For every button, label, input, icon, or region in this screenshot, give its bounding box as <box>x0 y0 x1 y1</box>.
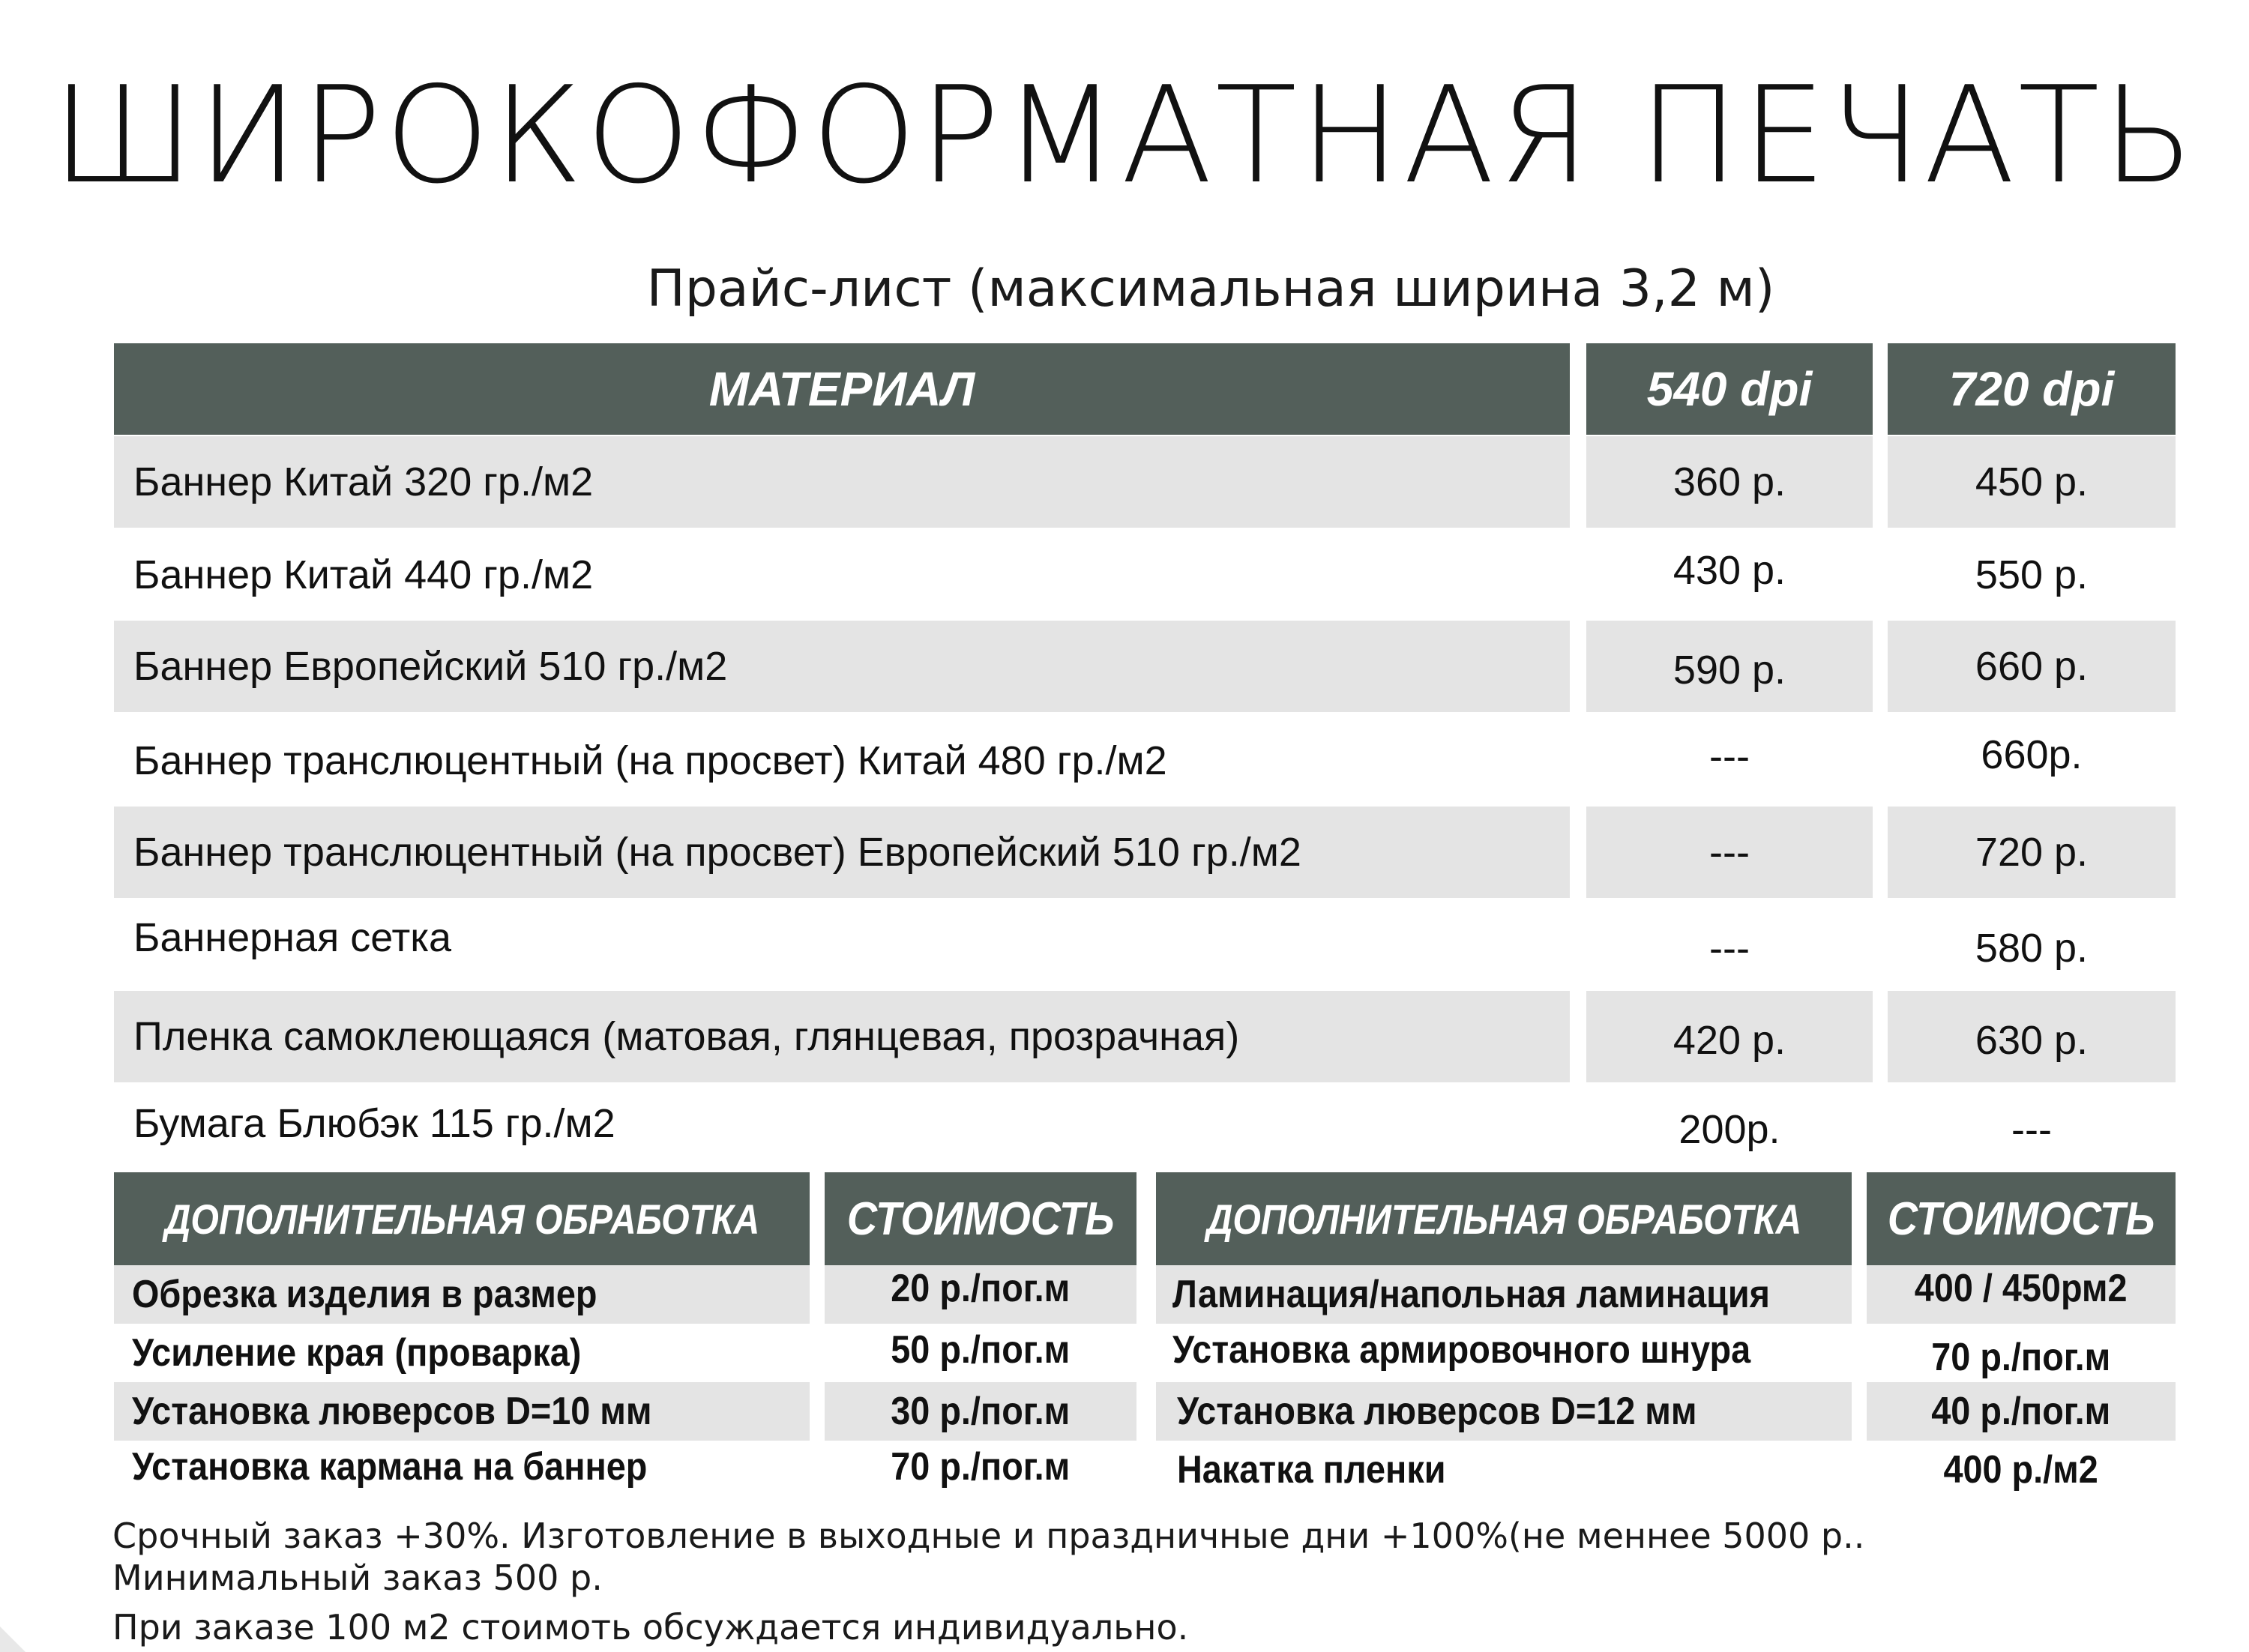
header-720dpi: 720 dpi <box>1888 343 2176 435</box>
processing-cost <box>1867 1265 2176 1324</box>
header-processing-right <box>1156 1172 1852 1265</box>
processing-cost <box>825 1265 1136 1324</box>
material-name: Баннер транслюцентный (на просвет) Китай 480 гр./м2 <box>133 738 1167 783</box>
processing-cost-label: 400 / 450рм2 <box>1915 1267 2128 1310</box>
price-540: 200р. <box>1679 1107 1780 1152</box>
price-540: 420 р. <box>1586 991 1873 1082</box>
processing-cost-label: 70 р./пог.м <box>1931 1336 2111 1379</box>
processing-item <box>1156 1441 1852 1499</box>
processing-item <box>1156 1382 1852 1441</box>
processing-item <box>114 1265 810 1324</box>
price-720: 630 р. <box>1888 991 2176 1082</box>
header-cost-left <box>825 1172 1136 1265</box>
page-subtitle: Прайс-лист (максимальная ширина 3,2 м) <box>646 259 1775 319</box>
processing-cost-label: 40 р./пог.м <box>1931 1390 2111 1433</box>
processing-cost <box>825 1382 1136 1441</box>
material-name: Пленка самоклеющаяся (матовая, глянцевая, прозрачная) <box>114 991 1570 1082</box>
processing-cost <box>825 1438 1136 1496</box>
corner-decoration <box>0 1627 25 1652</box>
processing-item-label: Установка армировочного шнура <box>1172 1328 1751 1372</box>
material-name: Баннер Китай 440 гр./м2 <box>133 552 594 597</box>
processing-item-label: Установка кармана на баннер <box>132 1445 648 1489</box>
processing-item-label: Обрезка изделия в размер <box>132 1273 597 1316</box>
processing-cost-label: 70 р./пог.м <box>891 1445 1071 1489</box>
processing-item-label: Установка люверсов D=10 мм <box>132 1390 652 1433</box>
processing-item <box>114 1382 810 1441</box>
processing-cost <box>1867 1382 2176 1441</box>
header-cost-right <box>1867 1172 2176 1265</box>
price-720: 450 р. <box>1888 436 2176 528</box>
processing-cost-label: 30 р./пог.м <box>891 1390 1071 1433</box>
price-720: 660р. <box>1981 732 2083 777</box>
processing-item <box>1156 1321 1852 1379</box>
processing-item <box>114 1324 810 1382</box>
price-540: 360 р. <box>1586 436 1873 528</box>
processing-cost-label: 50 р./пог.м <box>891 1328 1071 1372</box>
processing-item-label: Усиление края (проварка) <box>132 1331 582 1375</box>
price-540: 590 р. <box>1586 621 1873 712</box>
price-720: --- <box>2011 1107 2052 1152</box>
price-720: 660 р. <box>1888 621 2176 712</box>
processing-cost-label: 400 р./м2 <box>1943 1448 2099 1492</box>
header-material: МАТЕРИАЛ <box>114 343 1570 435</box>
header-540dpi: 540 dpi <box>1586 343 1873 435</box>
processing-item-label: Накатка пленки <box>1177 1448 1446 1492</box>
processing-cost-label: 20 р./пог.м <box>891 1267 1071 1310</box>
header-processing-left-label: ДОПОЛНИТЕЛЬНАЯ ОБРАБОТКА <box>164 1195 759 1243</box>
price-720: 580 р. <box>1975 926 2089 971</box>
page-title: ШИРОКОФОРМАТНАЯ ПЕЧАТЬ <box>52 58 2197 213</box>
price-540: --- <box>1709 926 1750 971</box>
processing-cost <box>1867 1441 2176 1499</box>
price-540: 430 р. <box>1673 548 1786 593</box>
note-minimum: Минимальный заказ 500 р. <box>112 1558 603 1598</box>
processing-item-label: Установка люверсов D=12 мм <box>1177 1390 1697 1433</box>
material-name: Баннерная сетка <box>133 915 452 960</box>
processing-item <box>114 1438 810 1496</box>
price-720: 550 р. <box>1975 552 2089 597</box>
price-720: 720 р. <box>1888 807 2176 898</box>
header-processing-left <box>114 1172 810 1265</box>
processing-cost <box>825 1321 1136 1379</box>
material-name: Бумага Блюбэк 115 гр./м2 <box>133 1101 615 1146</box>
note-bulk: При заказе 100 м2 стоимоть обсуждается индивидуально. <box>112 1607 1189 1648</box>
material-name: Баннер Европейский 510 гр./м2 <box>114 621 1570 712</box>
header-cost-left-label: СТОИМОСТЬ <box>846 1193 1115 1245</box>
material-name: Баннер Китай 320 гр./м2 <box>114 436 1570 528</box>
price-540: --- <box>1586 807 1873 898</box>
processing-item <box>1156 1265 1852 1324</box>
header-cost-right-label: СТОИМОСТЬ <box>1887 1193 2155 1245</box>
material-name: Баннер транслюцентный (на просвет) Европейский 510 гр./м2 <box>114 807 1570 898</box>
processing-cost <box>1867 1328 2176 1387</box>
header-processing-right-label: ДОПОЛНИТЕЛЬНАЯ ОБРАБОТКА <box>1206 1195 1801 1243</box>
processing-item-label: Ламинация/напольная ламинация <box>1172 1273 1770 1316</box>
price-540: --- <box>1709 734 1750 779</box>
note-urgent: Срочный заказ +30%. Изготовление в выходные и праздничные дни +100%(не меннее 5000 р.. <box>112 1516 1865 1556</box>
